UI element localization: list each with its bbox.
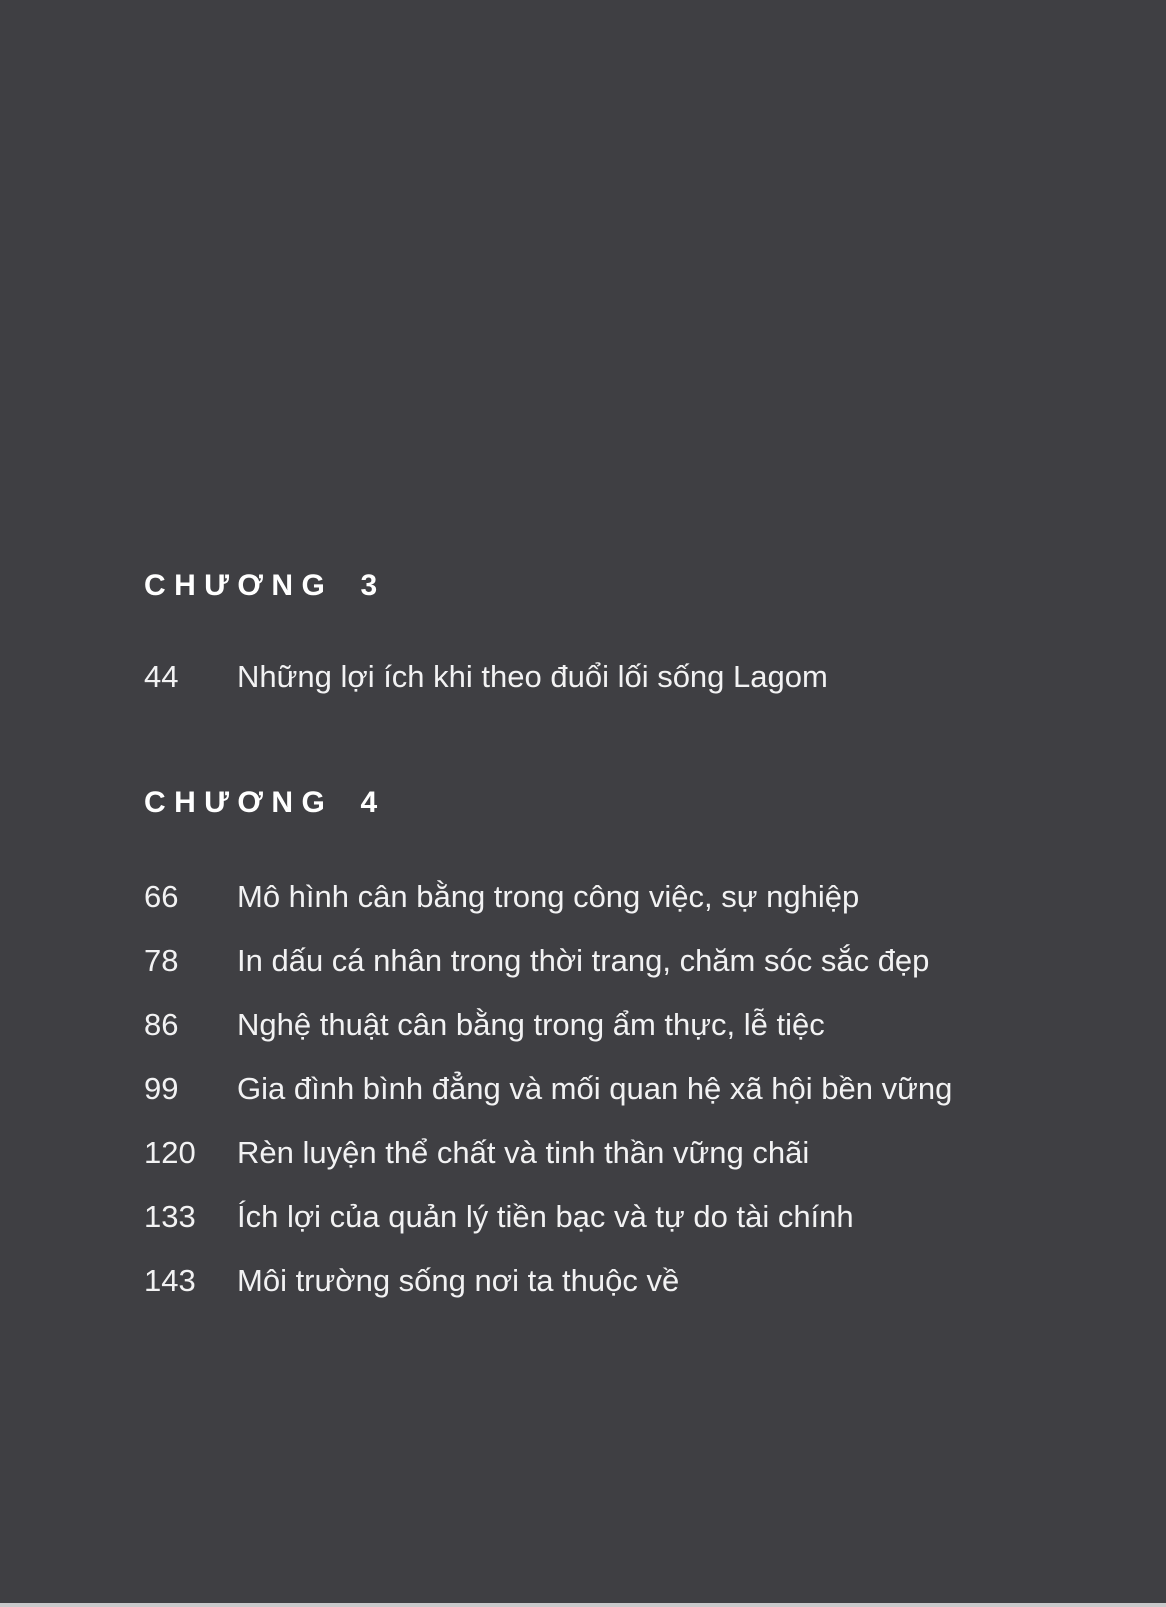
toc-entry-page-number: 99 xyxy=(144,1071,179,1106)
toc-entry-page-number: 66 xyxy=(144,879,179,914)
toc-entry xyxy=(144,1200,1106,1233)
toc-entry-page-number: 133 xyxy=(144,1199,196,1234)
chapter-3-heading: CHƯƠNG 3 xyxy=(144,569,386,602)
chapter-4-entry-list xyxy=(144,880,1106,1328)
toc-entry-page-number: 44 xyxy=(144,659,179,694)
toc-entry-title: In dấu cá nhân trong thời trang, chăm sóc sắc đẹp xyxy=(237,943,930,978)
toc-entry-page-number: 86 xyxy=(144,1007,179,1042)
toc-entry xyxy=(144,1008,1106,1041)
toc-entry xyxy=(144,1136,1106,1169)
toc-entry xyxy=(144,1072,1106,1105)
page-bottom-edge xyxy=(0,1603,1166,1607)
toc-entry-title: Gia đình bình đẳng và mối quan hệ xã hội bền vững xyxy=(237,1071,953,1106)
toc-entry xyxy=(144,660,1106,693)
toc-entry-page-number: 143 xyxy=(144,1263,196,1298)
toc-entry-title: Nghệ thuật cân bằng trong ẩm thực, lễ tiệc xyxy=(237,1007,825,1042)
toc-entry-title: Rèn luyện thể chất và tinh thần vững chãi xyxy=(237,1135,810,1170)
toc-entry-title: Môi trường sống nơi ta thuộc về xyxy=(237,1263,680,1298)
toc-entry xyxy=(144,880,1106,913)
toc-entry-title: Mô hình cân bằng trong công việc, sự nghiệp xyxy=(237,879,860,914)
chapter-4-heading: CHƯƠNG 4 xyxy=(144,786,386,819)
toc-entry-title: Ích lợi của quản lý tiền bạc và tự do tài chính xyxy=(237,1199,854,1234)
toc-entry-page-number: 78 xyxy=(144,943,179,978)
toc-entry xyxy=(144,944,1106,977)
toc-entry-title: Những lợi ích khi theo đuổi lối sống Lagom xyxy=(237,659,828,694)
toc-entry xyxy=(144,1264,1106,1297)
toc-entry-page-number: 120 xyxy=(144,1135,196,1170)
